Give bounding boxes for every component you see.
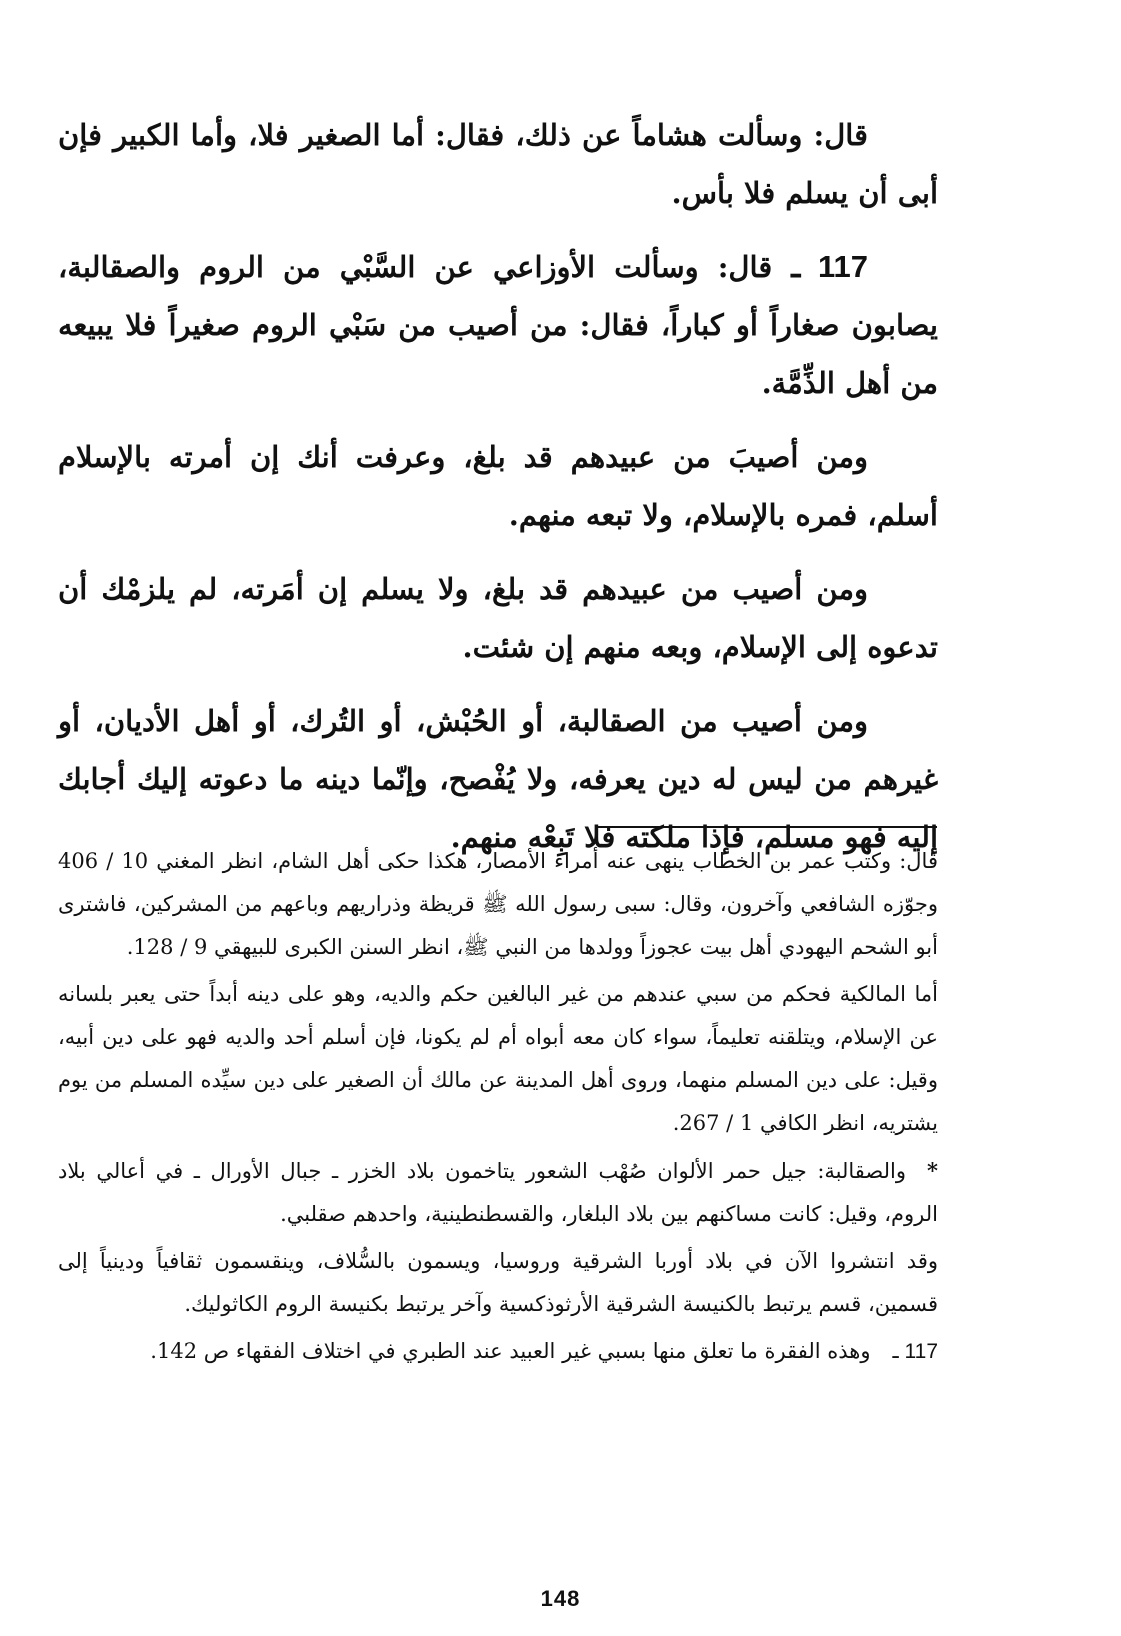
paragraph-1: قال: وسألت هشاماً عن ذلك، فقال: أما الصغير فلا، وأما الكبير فإن أبى أن يسلم فلا بأس. — [58, 118, 938, 210]
footnote-ref-number: 117 ـ — [892, 1340, 938, 1363]
paragraph-number: 117 ـ — [791, 249, 868, 284]
page-number: 148 — [540, 1586, 581, 1611]
footnote-5 — [58, 1330, 938, 1373]
main-text — [58, 106, 938, 882]
footnote-3 — [58, 1149, 938, 1236]
footnote-5-text: وهذه الفقرة ما تعلق منها بسبي غير العبيد عند الطبري في اختلاف الفقهاء ص 142. — [150, 1339, 871, 1363]
paragraph-117-text: قال: وسألت الأوزاعي عن السَّبْي من الروم والصقالبة، يصابون صغاراً أو كباراً، فقال: من أصيب من سَبْي الروم صغيراً فلا يبيعه من أهل الذِّمَّة. — [58, 250, 938, 400]
footnote-4: وقد انتشروا الآن في بلاد أوربا الشرقية وروسيا، ويسمون بالسُّلاف، وينقسمون ثقافياً ودينياً إلى قسمين، قسم يرتبط بالكنيسة الشرقية الأرثوذكسية وآخر يرتبط بكنيسة الروم الكاثوليك. — [58, 1249, 938, 1316]
footnote-3-text: والصقالبة: جيل حمر الألوان صُهْب الشعور يتاخمون بلاد الخزر ـ جبال الأورال ـ في أعالي بلاد الروم، وقيل: كانت مساكنهم بين بلاد البلغار، والقسطنطينية، واحدهم صقلبي. — [58, 1159, 938, 1226]
footnotes — [58, 840, 938, 1377]
paragraph-117 — [58, 238, 938, 412]
paragraph-3: ومن أصيبَ من عبيدهم قد بلغ، وعرفت أنك إن أمرته بالإسلام أسلم، فمره بالإسلام، ولا تبعه منهم. — [58, 440, 938, 532]
paragraph-5: ومن أصيب من الصقالبة، أو الحُبْش، أو التُرك، أو أهل الأديان، أو غيرهم من ليس له دين يعرفه، ولا يُفْصح، وإنّما دينه ما دعوته إليك أجابك إليه فهو مسلم، فإذا ملكته فلا تَبِعْه منهم. — [58, 704, 938, 854]
paragraph-4: ومن أصيب من عبيدهم قد بلغ، ولا يسلم إن أمَرته، لم يلزمْك أن تدعوه إلى الإسلام، وبعه منهم إن شئت. — [58, 572, 938, 664]
footnote-separator — [595, 826, 937, 828]
footnote-asterisk: * — [927, 1158, 938, 1183]
footnote-1: قال: وكتب عمر بن الخطاب ينهى عنه أمراء الأمصار، هكذا حكى أهل الشام، انظر المغني 10 / 406 وجوّزه الشافعي وآخرون، وقال: سبى رسول الله ﷺ قريظة وذراريهم وباعهم من المشركين، فاشترى أبو الشحم اليهودي أهل بيت عجوزاً وولدها من النبي ﷺ، انظر السنن الكبرى للبيهقي 9 / 128. — [58, 849, 939, 959]
footnote-2: أما المالكية فحكم من سبي عندهم من غير البالغين حكم والديه، وهو على دينه أبداً حتى يعبر بلسانه عن الإسلام، ويتلقنه تعليماً، سواء كان معه أبواه أم لم يكونا، فإن أسلم أحد والديه فهو على دين أبيه، وقيل: على دين المسلم منهما، وروى أهل المدينة عن مالك أن الصغير على دين سيِّده المسلم من يوم يشتريه، انظر الكافي 1 / 267. — [58, 982, 938, 1135]
